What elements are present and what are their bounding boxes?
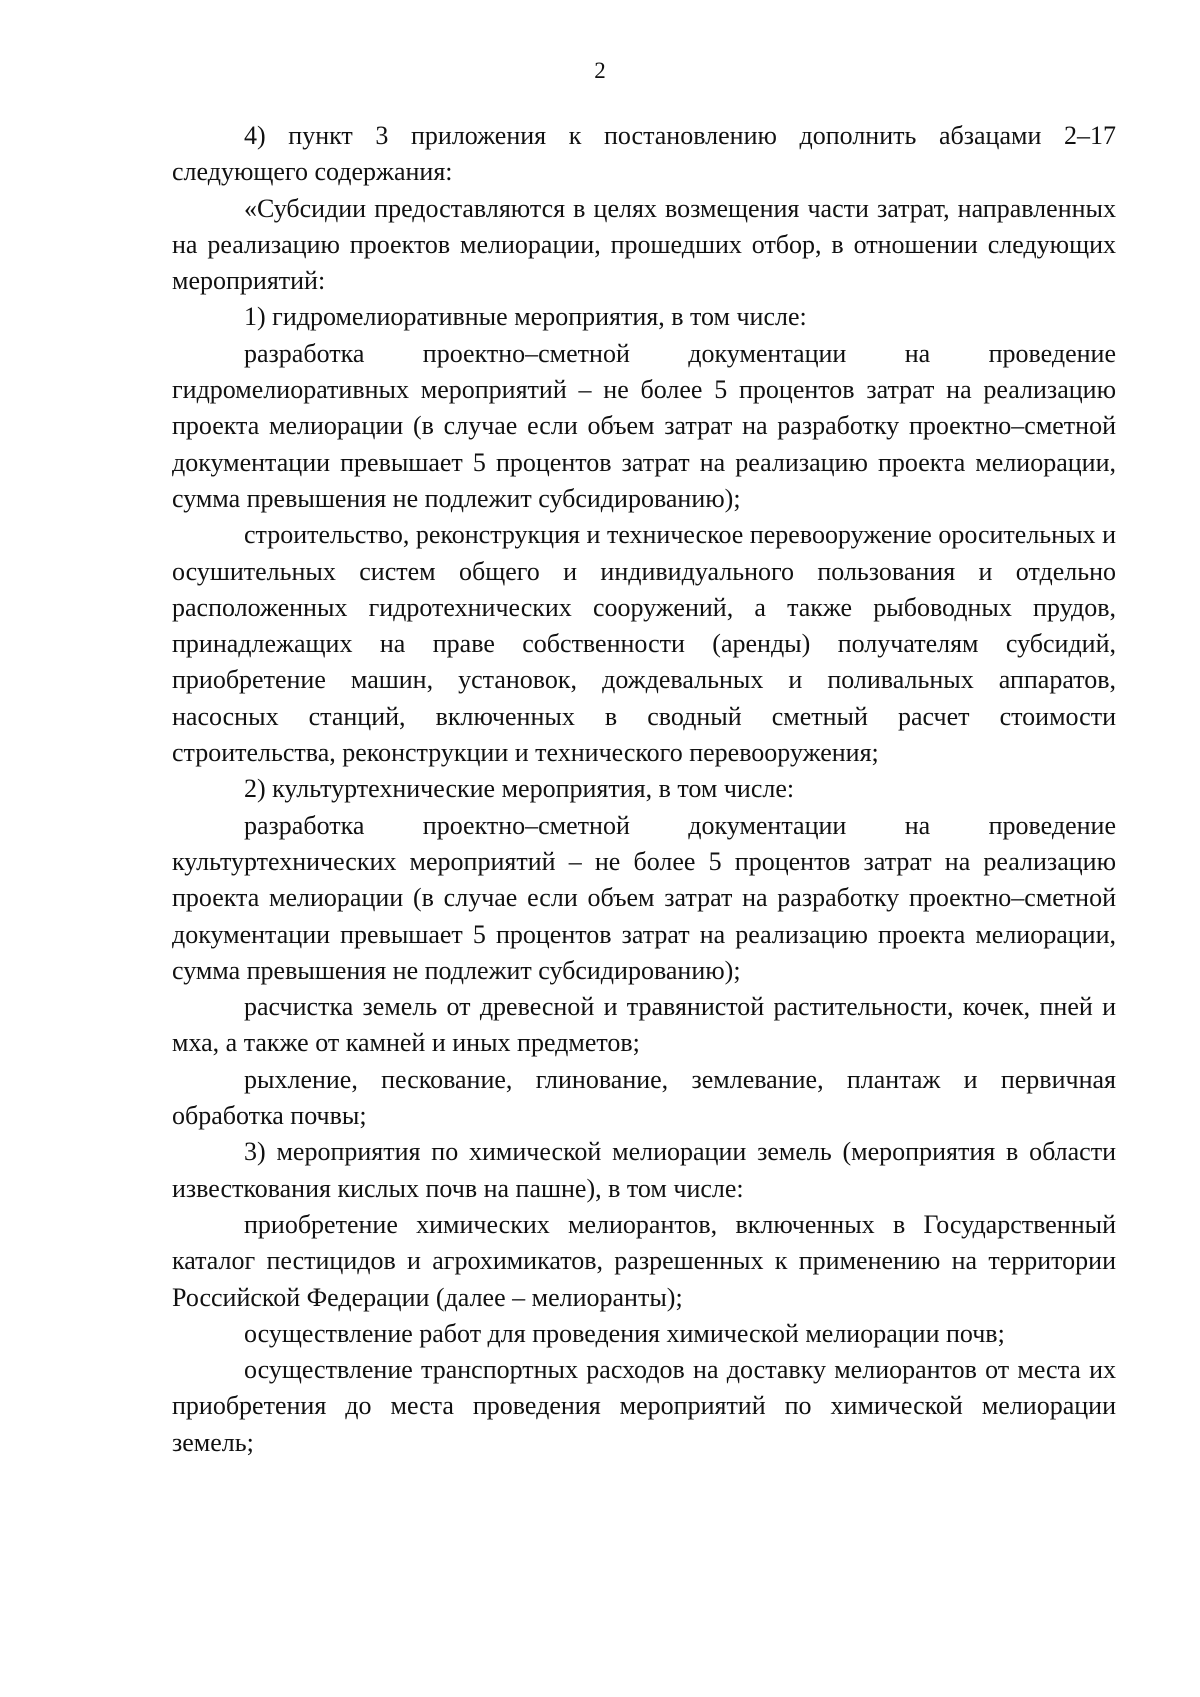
paragraph-transport-expenses: осуществление транспортных расходов на доставку мелиорантов от места их приобретения до места проведения мероприятий по химической мелиорации земель; [172,1355,1116,1457]
paragraph-land-clearing: расчистка земель от древесной и травянистой растительности, кочек, пней и мха, а также от камней и иных предметов; [172,992,1116,1058]
paragraph-chemical-melioration-heading: 3) мероприятия по химической мелиорации земель (мероприятия в области известкования кислых почв на пашне), в том числе: [172,1137,1116,1203]
paragraph-subsidies-purpose: «Субсидии предоставляются в целях возмещения части затрат, направленных на реализацию проектов мелиорации, прошедших отбор, в отношении следующих мероприятий: [172,193,1116,296]
page-number: 2 [594,58,606,83]
paragraph-chemical-works: осуществление работ для проведения химической мелиорации почв; [244,1318,1005,1348]
paragraph-culturtechnical-heading: 2) культуртехнические мероприятия, в том числе: [244,774,795,804]
paragraph-hydromeliorative-design: разработка проектно–сметной документации на проведение гидромелиоративных мероприятий – не более 5 процентов затрат на реализацию проекта мелиорации (в случае если объем затрат на разработку проектно–сметной документации превышает 5 процентов затрат на реализацию проекта мелиорации, сумма превышения не подлежит субсидированию); [172,338,1116,513]
paragraph-hydromeliorative-heading: 1) гидромелиоративные мероприятия, в том числе: [244,302,807,332]
paragraph-meliorants-purchase: приобретение химических мелиорантов, включенных в Государственный каталог пестицидов и агрохимикатов, разрешенных к применению на территории Российской Федерации (далее – мелиоранты); [172,1209,1116,1312]
paragraph-construction-reconstruction: строительство, реконструкция и техническое перевооружение оросительных и осушительных систем общего и индивидуального пользования и отдельно расположенных гидротехнических сооружений, а также рыбоводных прудов, принадлежащих на праве собственности (аренды) получателям субсидий, приобретение машин, установок, дождевальных и поливальных аппаратов, насосных станций, включенных в сводный сметный расчет стоимости строительства, реконструкции и технического перевооружения; [172,520,1116,768]
paragraph-culturtechnical-design: разработка проектно–сметной документации на проведение культуртехнических мероприятий – не более 5 процентов затрат на реализацию проекта мелиорации (в случае если объем затрат на разработку проектно–сметной документации превышает 5 процентов затрат на реализацию проекта мелиорации, сумма превышения не подлежит субсидированию); [172,810,1116,985]
paragraph-soil-treatment: рыхление, пескование, глинование, землевание, плантаж и первичная обработка почвы; [172,1064,1116,1131]
document-body [172,118,1116,1461]
paragraph-item-4-amendment: 4) пункт 3 приложения к постановлению дополнить абзацами 2–17 следующего содержания: [172,121,1116,187]
